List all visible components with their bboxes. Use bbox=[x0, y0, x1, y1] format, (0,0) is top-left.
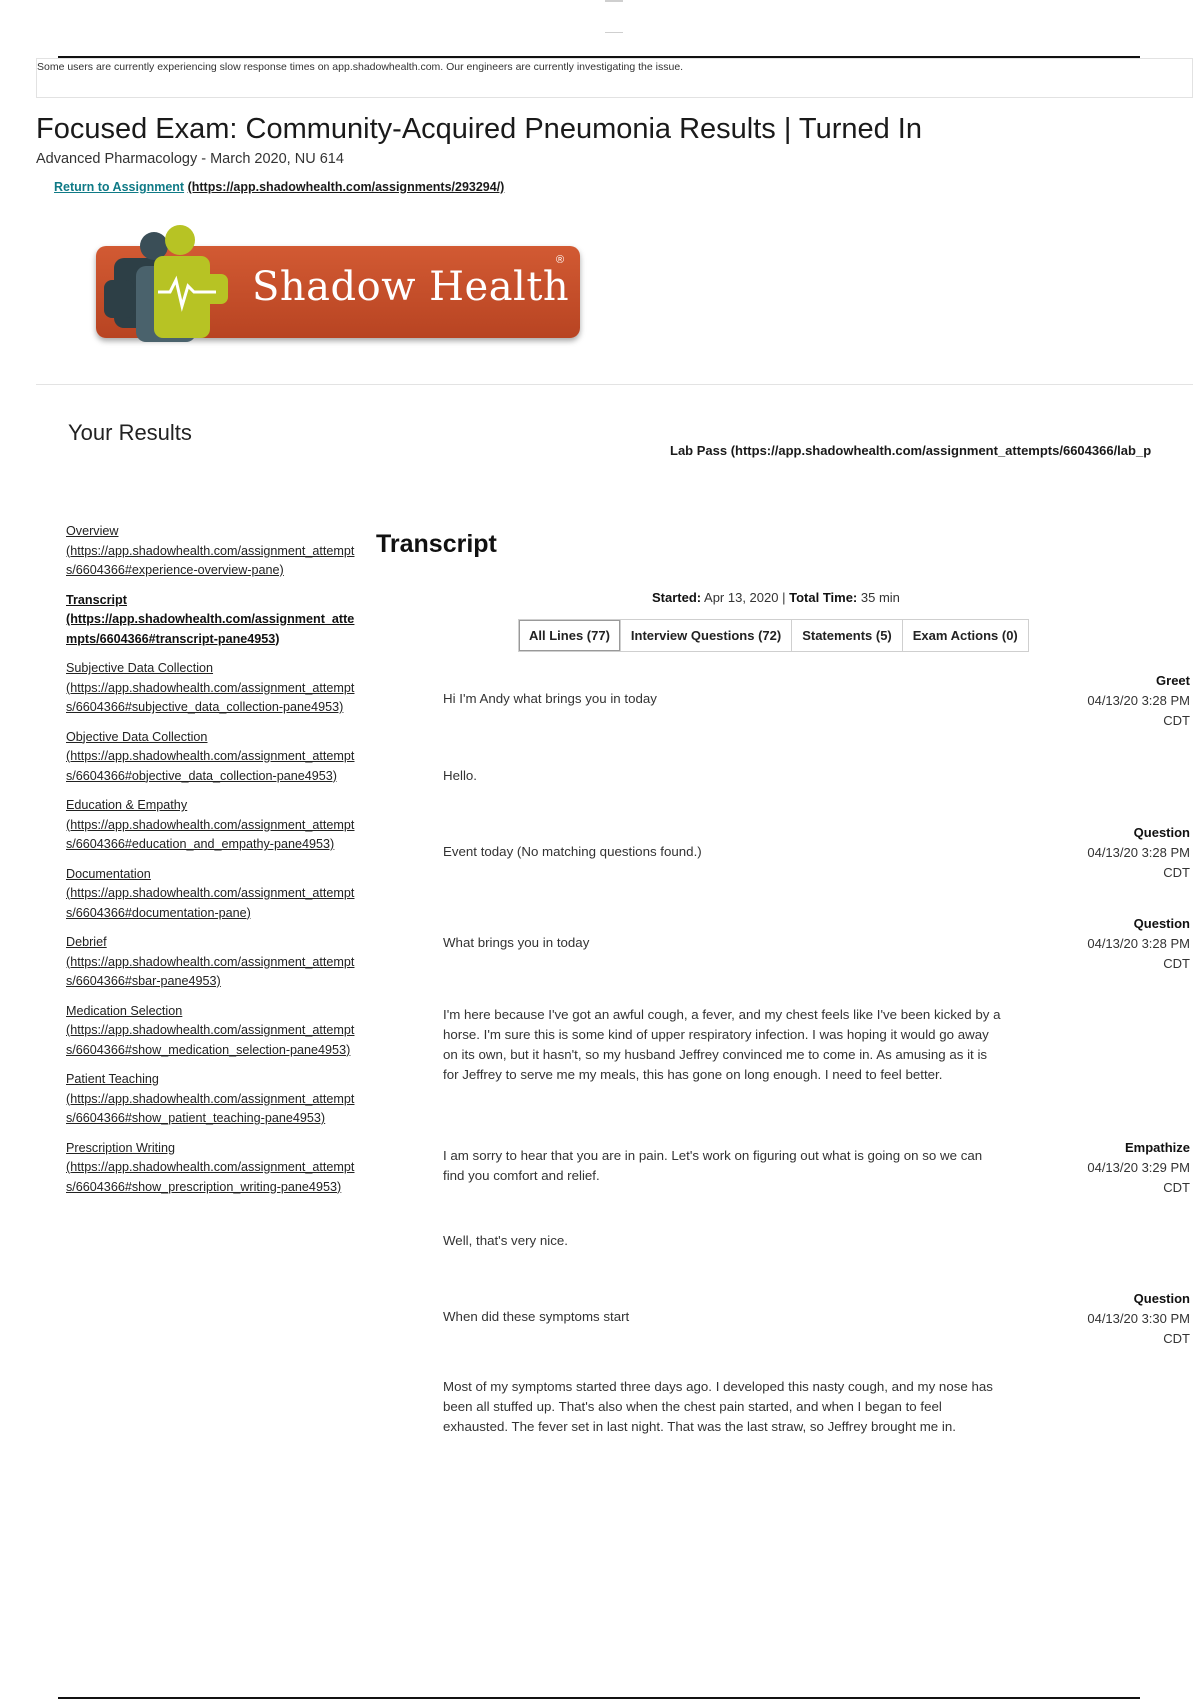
transcript-line-stamp bbox=[1000, 671, 1190, 731]
line-timezone: CDT bbox=[1163, 1331, 1190, 1346]
transcript-line-text: I'm here because I've got an awful cough, a fever, and my chest feels like I've been kicked by a horse. I'm sure this is some kind of upper respiratory infection. I was hoping it would go away on its own, but it hasn't, so my husband Jeffrey convinced me to come in. As amusing as it is for Jeffrey to serve me my meals, this has gone on long enough. I need to feel better. bbox=[443, 1007, 1001, 1082]
transcript-line-text: Well, that's very nice. bbox=[443, 1233, 568, 1248]
line-timezone: CDT bbox=[1163, 1180, 1190, 1195]
line-timezone: CDT bbox=[1163, 956, 1190, 971]
transcript-line-text: Most of my symptoms started three days ago. I developed this nasty cough, and my nose has been all stuffed up. That's also when the chest pain started, and when I began to feel exhausted. The fever set in last night. That was the last straw, so Jeffrey brought me in. bbox=[443, 1379, 993, 1434]
transcript-line-stamp bbox=[1000, 1138, 1190, 1198]
tab-statements[interactable]: Statements (5) bbox=[791, 620, 902, 651]
sidebar-item-documentation[interactable]: Documentation (https://app.shadowhealth.com/assignment_attempts/6604366#documentation-pane) bbox=[66, 866, 355, 920]
line-time: 04/13/20 3:28 PM bbox=[1087, 936, 1190, 951]
transcript-line-text: When did these symptoms start bbox=[443, 1309, 630, 1324]
sidebar-item-medication-selection[interactable]: Medication Selection (https://app.shadowhealth.com/assignment_attempts/6604366#show_medication_selection-pane4953) bbox=[66, 1003, 355, 1057]
sidebar-item-objective-data[interactable]: Objective Data Collection (https://app.shadowhealth.com/assignment_attempts/6604366#objective_data_collection-pane4953) bbox=[66, 729, 355, 783]
transcript-line-stamp bbox=[1000, 823, 1190, 883]
line-type: Question bbox=[1133, 916, 1190, 931]
sidebar-item-subjective-data[interactable]: Subjective Data Collection (https://app.shadowhealth.com/assignment_attempts/6604366#subjective_data_collection-pane4953) bbox=[66, 661, 355, 714]
transcript-line-text: Hi I'm Andy what brings you in today bbox=[443, 691, 657, 706]
line-time: 04/13/20 3:30 PM bbox=[1087, 1311, 1190, 1326]
return-link-label[interactable]: Return to Assignment bbox=[54, 180, 185, 194]
status-notice: Some users are currently experiencing slow response times on app.shadowhealth.com. Our engineers are currently investigating the issue. bbox=[36, 58, 1193, 98]
transcript-line-text: Hello. bbox=[443, 768, 477, 783]
tab-exam-actions[interactable]: Exam Actions (0) bbox=[902, 620, 1028, 651]
sidebar-item-debrief[interactable]: Debrief (https://app.shadowhealth.com/assignment_attempts/6604366#sbar-pane4953) bbox=[66, 935, 355, 988]
sidebar-item-overview[interactable]: Overview (https://app.shadowhealth.com/assignment_attempts/6604366#experience-overview-pane) bbox=[66, 524, 355, 577]
sidebar-item-prescription-writing[interactable]: Prescription Writing (https://app.shadowhealth.com/assignment_attempts/6604366#show_prescription_writing-pane4953) bbox=[66, 1140, 355, 1194]
tab-interview-questions[interactable]: Interview Questions (72) bbox=[620, 620, 791, 651]
line-time: 04/13/20 3:29 PM bbox=[1087, 1160, 1190, 1175]
sidebar-item-transcript[interactable]: Transcript (https://app.shadowhealth.com/assignment_attempts/6604366#transcript-pane4953) bbox=[66, 592, 355, 646]
logo-brand-text: Shadow Health bbox=[252, 264, 570, 310]
results-heading: Your Results bbox=[68, 420, 192, 445]
sidebar-item-education-empathy[interactable]: Education & Empathy (https://app.shadowhealth.com/assignment_attempts/6604366#education_and_empathy-pane4953) bbox=[66, 798, 355, 851]
transcript-line-stamp bbox=[1000, 914, 1190, 974]
results-sidebar-nav bbox=[66, 522, 356, 1207]
sidebar-item-patient-teaching[interactable]: Patient Teaching (https://app.shadowhealth.com/assignment_attempts/6604366#show_patient_teaching-pane4953) bbox=[66, 1072, 355, 1125]
line-type: Empathize bbox=[1124, 1140, 1190, 1155]
line-time: 04/13/20 3:28 PM bbox=[1087, 693, 1190, 708]
line-type: Question bbox=[1133, 825, 1190, 840]
section-divider bbox=[36, 384, 1193, 385]
line-type: Greet bbox=[1156, 673, 1190, 688]
line-type: Question bbox=[1133, 1291, 1190, 1306]
lab-pass-link[interactable]: Lab Pass (https://app.shadowhealth.com/assignment_attempts/6604366/lab_p bbox=[670, 443, 1152, 458]
return-to-assignment[interactable] bbox=[54, 180, 504, 194]
line-time: 04/13/20 3:28 PM bbox=[1087, 845, 1190, 860]
transcript-title: Transcript bbox=[376, 530, 497, 558]
tab-all-lines[interactable]: All Lines (77) bbox=[519, 620, 620, 651]
line-timezone: CDT bbox=[1163, 713, 1190, 728]
transcript-meta bbox=[652, 590, 900, 605]
transcript-filter-tabs bbox=[518, 619, 1029, 652]
page-top-marks bbox=[0, 0, 1200, 40]
total-time-label: Total Time: bbox=[789, 590, 858, 605]
page-title: Focused Exam: Community-Acquired Pneumonia Results | Turned In bbox=[36, 113, 922, 145]
page-bottom-rule bbox=[58, 1697, 1140, 1699]
transcript-line-stamp bbox=[1000, 1289, 1190, 1349]
logo-figure-icon bbox=[92, 222, 252, 358]
transcript-line-text: Event today (No matching questions found.) bbox=[443, 844, 702, 859]
started-value: Apr 13, 2020 bbox=[704, 590, 779, 605]
total-time-value: 35 min bbox=[860, 590, 900, 605]
course-subtitle: Advanced Pharmacology - March 2020, NU 614 bbox=[36, 151, 344, 167]
return-link-url[interactable]: (https://app.shadowhealth.com/assignments/293294/) bbox=[187, 180, 505, 194]
line-timezone: CDT bbox=[1163, 865, 1190, 880]
meta-separator: | bbox=[782, 590, 786, 605]
transcript-line-text: I am sorry to hear that you are in pain. Let's work on figuring out what is going on so we can find you comfort and relief. bbox=[443, 1148, 983, 1183]
logo-registered-mark: ® bbox=[556, 254, 565, 266]
started-label: Started: bbox=[652, 590, 702, 605]
transcript-line-text: What brings you in today bbox=[443, 935, 590, 950]
shadow-health-logo bbox=[92, 222, 592, 358]
